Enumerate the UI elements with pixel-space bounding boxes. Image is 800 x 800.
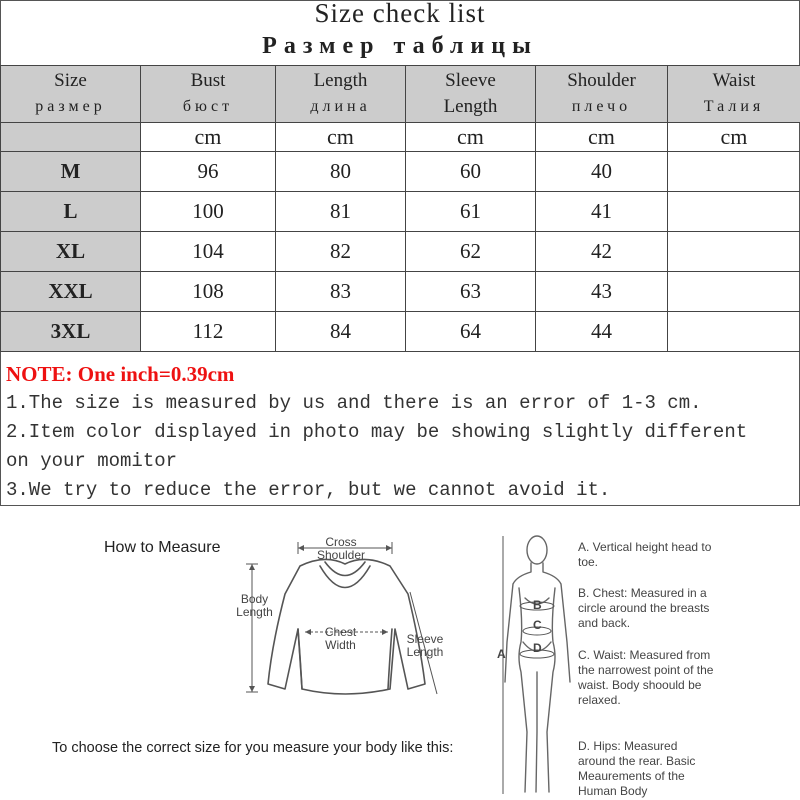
table-cell: 41: [536, 192, 668, 232]
unit-cell: cm: [406, 123, 536, 152]
table-cell: [668, 152, 800, 192]
description-d: D. Hips: Measured around the rear. Basic Meaurements of the Human Body: [578, 739, 696, 798]
marker-b: B: [533, 598, 542, 612]
chest-width-label: Chest Width: [324, 625, 357, 652]
table-row: [1, 272, 800, 312]
table-cell: 61: [406, 192, 536, 232]
header-length: Length длина: [276, 66, 406, 123]
description-b: B. Chest: Measured in a circle around the breasts and back.: [578, 586, 710, 630]
table-row: [1, 232, 800, 272]
size-cell: XXL: [1, 272, 141, 312]
note-line-2: 2.Item color displayed in photo may be showing slightly different: [6, 421, 748, 443]
marker-c: C: [533, 618, 542, 632]
table-cell: 80: [276, 152, 406, 192]
table-cell: [668, 272, 800, 312]
size-table: [0, 65, 800, 352]
table-cell: 100: [141, 192, 276, 232]
table-row: [1, 312, 800, 352]
description-c: C. Waist: Measured from the narrowest point of the waist. Body shoould be relaxed.: [578, 648, 714, 707]
table-cell: 112: [141, 312, 276, 352]
table-row: [1, 192, 800, 232]
header-shoulder: Shoulder плечо: [536, 66, 668, 123]
note-conversion: NOTE: One inch=0.39cm: [6, 362, 235, 386]
table-cell: 62: [406, 232, 536, 272]
cross-shoulder-label: Cross Shoulder: [316, 535, 366, 562]
table-cell: 40: [536, 152, 668, 192]
size-cell: XL: [1, 232, 141, 272]
unit-cell: cm: [536, 123, 668, 152]
table-cell: 96: [141, 152, 276, 192]
table-cell: 64: [406, 312, 536, 352]
notes-block: [6, 360, 796, 505]
size-cell: L: [1, 192, 141, 232]
table-cell: 60: [406, 152, 536, 192]
unit-cell: cm: [668, 123, 800, 152]
note-line-3: 3.We try to reduce the error, but we cannot avoid it.: [6, 479, 611, 501]
table-cell: 104: [141, 232, 276, 272]
how-to-measure-section: [0, 506, 800, 800]
table-cell: [668, 312, 800, 352]
marker-a: A: [497, 647, 506, 661]
table-cell: 43: [536, 272, 668, 312]
page-subtitle: Размер таблицы: [262, 33, 538, 59]
human-body-diagram-icon: [495, 532, 580, 800]
table-cell: 108: [141, 272, 276, 312]
size-cell: 3XL: [1, 312, 141, 352]
table-row: [1, 152, 800, 192]
table-header-row: [1, 66, 800, 123]
body-length-label: Body Length: [236, 592, 273, 619]
table-cell: 81: [276, 192, 406, 232]
note-line-1: 1.The size is measured by us and there is an error of 1-3 cm.: [6, 392, 702, 414]
size-cell: M: [1, 152, 141, 192]
table-cell: 82: [276, 232, 406, 272]
unit-cell: cm: [276, 123, 406, 152]
header-sleeve: Sleeve Length: [406, 66, 536, 123]
header-size: Size размер: [1, 66, 141, 123]
table-cell: 44: [536, 312, 668, 352]
sleeve-length-label: Sleeve Length: [406, 632, 444, 659]
unit-cell: [1, 123, 141, 152]
table-cell: [668, 192, 800, 232]
measure-instruction: To choose the correct size for you measure your body like this:: [52, 740, 454, 756]
note-line-2b: on your momitor: [6, 450, 178, 472]
page-title: Size check list: [314, 0, 486, 28]
table-cell: 63: [406, 272, 536, 312]
unit-cell: cm: [141, 123, 276, 152]
description-a: A. Vertical height head to toe.: [578, 540, 712, 569]
how-to-measure-title: How to Measure: [104, 539, 221, 556]
table-cell: 42: [536, 232, 668, 272]
table-cell: [668, 232, 800, 272]
table-cell: 83: [276, 272, 406, 312]
table-cell: 84: [276, 312, 406, 352]
header-waist: Waist Талия: [668, 66, 800, 123]
marker-d: D: [533, 641, 542, 655]
header-bust: Bust бюст: [141, 66, 276, 123]
units-row: [1, 123, 800, 152]
